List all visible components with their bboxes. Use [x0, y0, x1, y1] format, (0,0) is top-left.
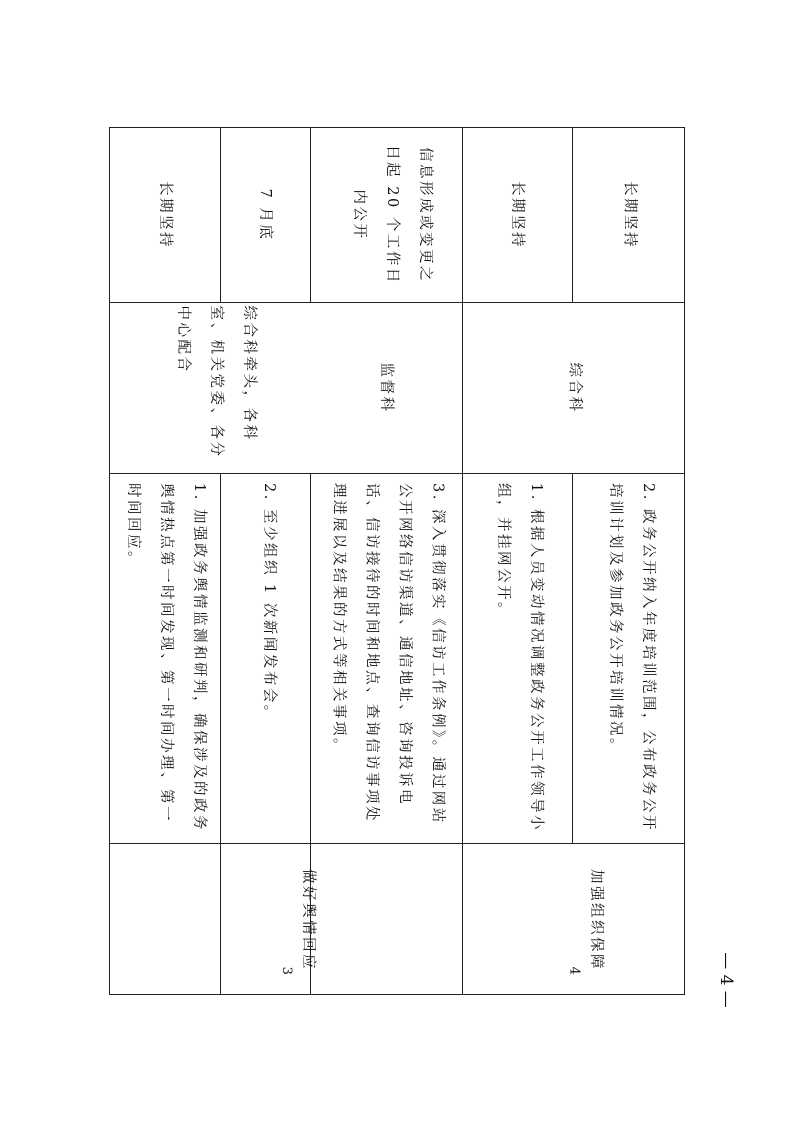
department-cell: 监督科	[378, 362, 394, 413]
department-cell: 综合科牵头，各科室、机关党委、各分中心配合	[175, 305, 257, 458]
task-cell: 1. 根据人员变动情况调整政务公开工作领导小组，并挂网公开。	[495, 483, 544, 832]
category-cell: 做好舆情回应	[300, 868, 316, 971]
deadline-cell: 长期坚持	[157, 181, 173, 249]
department-cell: 综合科	[566, 362, 582, 413]
deadline-cell: 7 月底	[257, 188, 273, 242]
task-cell: 2. 政务公开纳入年度培训范围，公布政务公开培训计划及参加政务公开培训情况。	[606, 483, 656, 832]
page-number: — 4 —	[716, 952, 736, 1008]
task-cell: 3. 深入贯彻落实《信访工作条例》。通过网站公开网络信访渠道、通信地址、咨询投诉电话、信访接待的时间和地点、查询信访事项处理进展以及结果的方式等相关事项。	[330, 483, 446, 825]
deadline-cell: 长期坚持	[509, 181, 525, 249]
deadline-cell: 信息形成或变更之日起 20 个工作日内公开	[351, 145, 433, 285]
category-cell: 加强组织保障	[587, 868, 604, 971]
row-number-cell: 3	[279, 966, 294, 978]
row-number-cell: 4	[566, 966, 581, 978]
deadline-cell: 长期坚持	[621, 181, 637, 249]
work-plan-table	[109, 127, 685, 995]
task-cell: 2. 至少组织 1 次新闻发布会。	[261, 483, 277, 722]
task-cell: 1. 加强政务舆情监测和研判，确保涉及的政务舆情热点第一时间发现、第一时间办理、第一时间回应。	[125, 483, 207, 832]
